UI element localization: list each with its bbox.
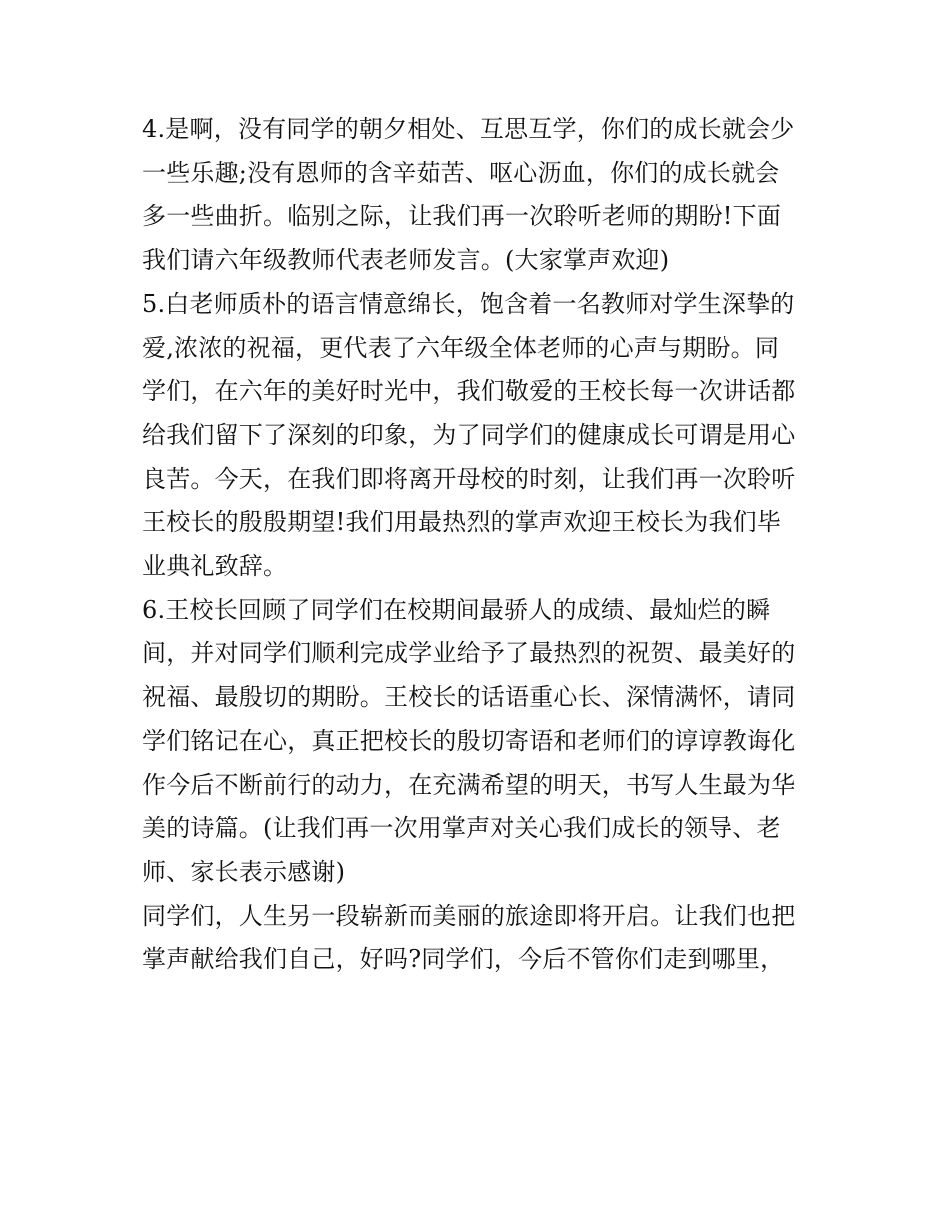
text-line: 业典礼致辞。 xyxy=(142,552,288,581)
text-line: 给我们留下了深刻的印象，为了同学们的健康成长可谓是用心 xyxy=(142,420,796,449)
text-line: 美的诗篇。(让我们再一次用掌声对关心我们成长的领导、老 xyxy=(142,814,781,843)
text-line: 4.是啊，没有同学的朝夕相处、互思互学，你们的成长就会少 xyxy=(142,115,795,143)
text-line: 同学们，人生另一段崭新而美丽的旅途即将开启。让我们也把 xyxy=(142,901,796,930)
text-line: 祝福、最殷切的期盼。王校长的话语重心长、深情满怀，请同 xyxy=(142,683,796,712)
text-line: 王校长的殷殷期望!我们用最热烈的掌声欢迎王校长为我们毕 xyxy=(142,508,782,537)
paragraph-7 xyxy=(142,895,818,982)
document-body xyxy=(142,108,818,982)
paragraph-6 xyxy=(142,589,818,895)
text-line: 师、家长表示感谢) xyxy=(142,857,346,886)
text-line: 学们铭记在心，真正把校长的殷切寄语和老师们的谆谆教诲化 xyxy=(142,726,796,755)
text-line: 一些乐趣;没有恩师的含辛茹苦、呕心沥血，你们的成长就会 xyxy=(142,158,780,187)
text-line: 6.王校长回顾了同学们在校期间最骄人的成绩、最灿烂的瞬 xyxy=(142,595,771,624)
text-line: 5.白老师质朴的语言情意绵长，饱含着一名教师对学生深挚的 xyxy=(142,289,795,318)
text-line: 学们，在六年的美好时光中，我们敬爱的王校长每一次讲话都 xyxy=(142,377,796,406)
paragraph-5 xyxy=(142,283,818,589)
text-line: 掌声献给我们自己，好吗?同学们，今后不管你们走到哪里， xyxy=(142,945,785,974)
text-line: 多一些曲折。临别之际，让我们再一次聆听老师的期盼!下面 xyxy=(142,202,782,231)
text-line: 我们请六年级教师代表老师发言。(大家掌声欢迎) xyxy=(142,246,670,275)
text-line: 作今后不断前行的动力，在充满希望的明天，书写人生最为华 xyxy=(142,770,796,799)
paragraph-4 xyxy=(142,108,818,283)
text-line: 良苦。今天，在我们即将离开母校的时刻，让我们再一次聆听 xyxy=(142,464,796,493)
text-line: 间，并对同学们顺利完成学业给予了最热烈的祝贺、最美好的 xyxy=(142,639,796,668)
text-line: 爱,浓浓的祝福，更代表了六年级全体老师的心声与期盼。同 xyxy=(142,333,780,362)
